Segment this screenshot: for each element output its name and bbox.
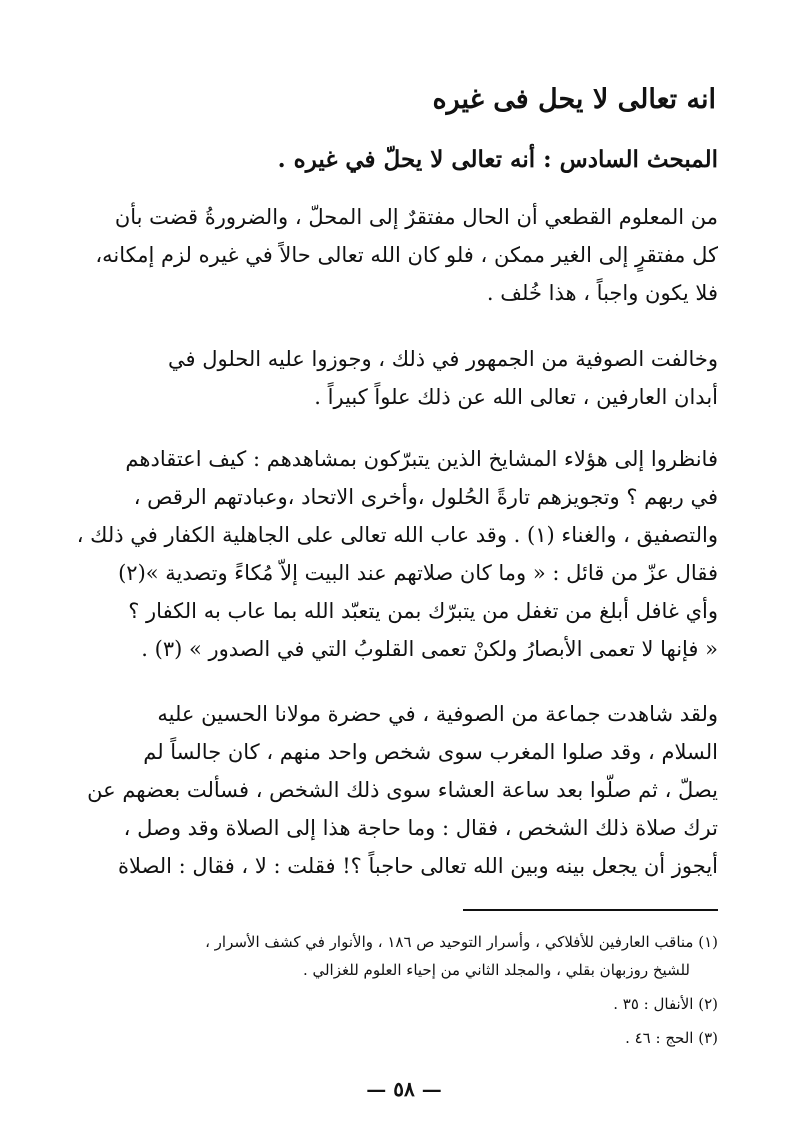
paragraph-line: « فإنها لا تعمى الأبصارُ ولكنْ تعمى القلوبُ التي في الصدور » (٣) . <box>141 637 718 661</box>
paragraph-line: من المعلوم القطعي أن الحال مفتقرٌ إلى المحلّ ، والضرورةُ قضت بأن <box>114 205 718 229</box>
footnotes <box>88 928 718 1052</box>
paragraph-line: في ربهم ؟ وتجويزهم تارةً الحُلول ،وأخرى الاتحاد ،وعبادتهم الرقص ، <box>133 485 718 509</box>
paragraph-line: السلام ، وقد صلوا المغرب سوى شخص واحد منهم ، كان جالساً لم <box>143 740 718 764</box>
footnote-1: (١) مناقب العارفين للأفلاكي ، وأسرار التوحيد ص ١٨٦ ، والأنوار في كشف الأسرار ، <box>205 933 718 951</box>
paragraph-line: وأي غافل أبلغ من تغفل من يتبرّك بمن يتعبّد الله بما عاب به الكفار ؟ <box>128 599 718 623</box>
paragraph-3 <box>76 440 718 668</box>
paragraph-line: أبدان العارفين ، تعالى الله عن ذلك علواً كبيراً . <box>314 385 718 409</box>
section-heading: المبحث السادس : أنه تعالى لا يحلّ في غيره . <box>277 146 718 173</box>
paragraph-line: ترك صلاة ذلك الشخص ، فقال : وما حاجة هذا إلى الصلاة وقد وصل ، <box>123 816 718 840</box>
paragraph-line: والتصفيق ، والغناء (١) . وقد عاب الله تعالى على الجاهلية الكفار في ذلك ، <box>76 523 718 547</box>
running-head: انه تعالى لا يحل فى غيره <box>432 84 716 115</box>
page-number: — ٥٨ — <box>366 1077 442 1101</box>
paragraph-4 <box>88 695 718 885</box>
paragraph-line: وخالفت الصوفية من الجمهور في ذلك ، وجوزوا عليه الحلول في <box>168 347 718 371</box>
paragraph-1 <box>88 198 718 312</box>
paragraph-2 <box>88 340 718 416</box>
paragraph-line: يصلّ ، ثم صلّوا بعد ساعة العشاء سوى ذلك الشخص ، فسألت بعضهم عن <box>87 778 718 802</box>
paragraph-line: كل مفتقرٍ إلى الغير ممكن ، فلو كان الله تعالى حالاً في غيره لزم إمكانه، <box>95 243 718 267</box>
paragraph-line: فانظروا إلى هؤلاء المشايخ الذين يتبرّكون بمشاهدهم : كيف اعتقادهم <box>125 447 718 471</box>
footnote-2: (٢) الأنفال : ٣٥ . <box>613 995 718 1013</box>
footnote-divider <box>463 909 718 911</box>
paragraph-line: ولقد شاهدت جماعة من الصوفية ، في حضرة مولانا الحسين عليه <box>157 702 718 726</box>
paragraph-line: فقال عزّ من قائل : « وما كان صلاتهم عند البيت إلاّ مُكاءً وتصدية »(٢) <box>118 561 718 585</box>
paragraph-line: أيجوز أن يجعل بينه وبين الله تعالى حاجباً ؟! فقلت : لا ، فقال : الصلاة <box>118 854 718 878</box>
footnote-3: (٣) الحج : ٤٦ . <box>625 1029 718 1047</box>
paragraph-line: فلا يكون واجباً ، هذا خُلف . <box>486 281 718 305</box>
footnote-1-continuation: للشيخ روزبهان بقلي ، والمجلد الثاني من إحياء العلوم للغزالي . <box>302 961 690 979</box>
